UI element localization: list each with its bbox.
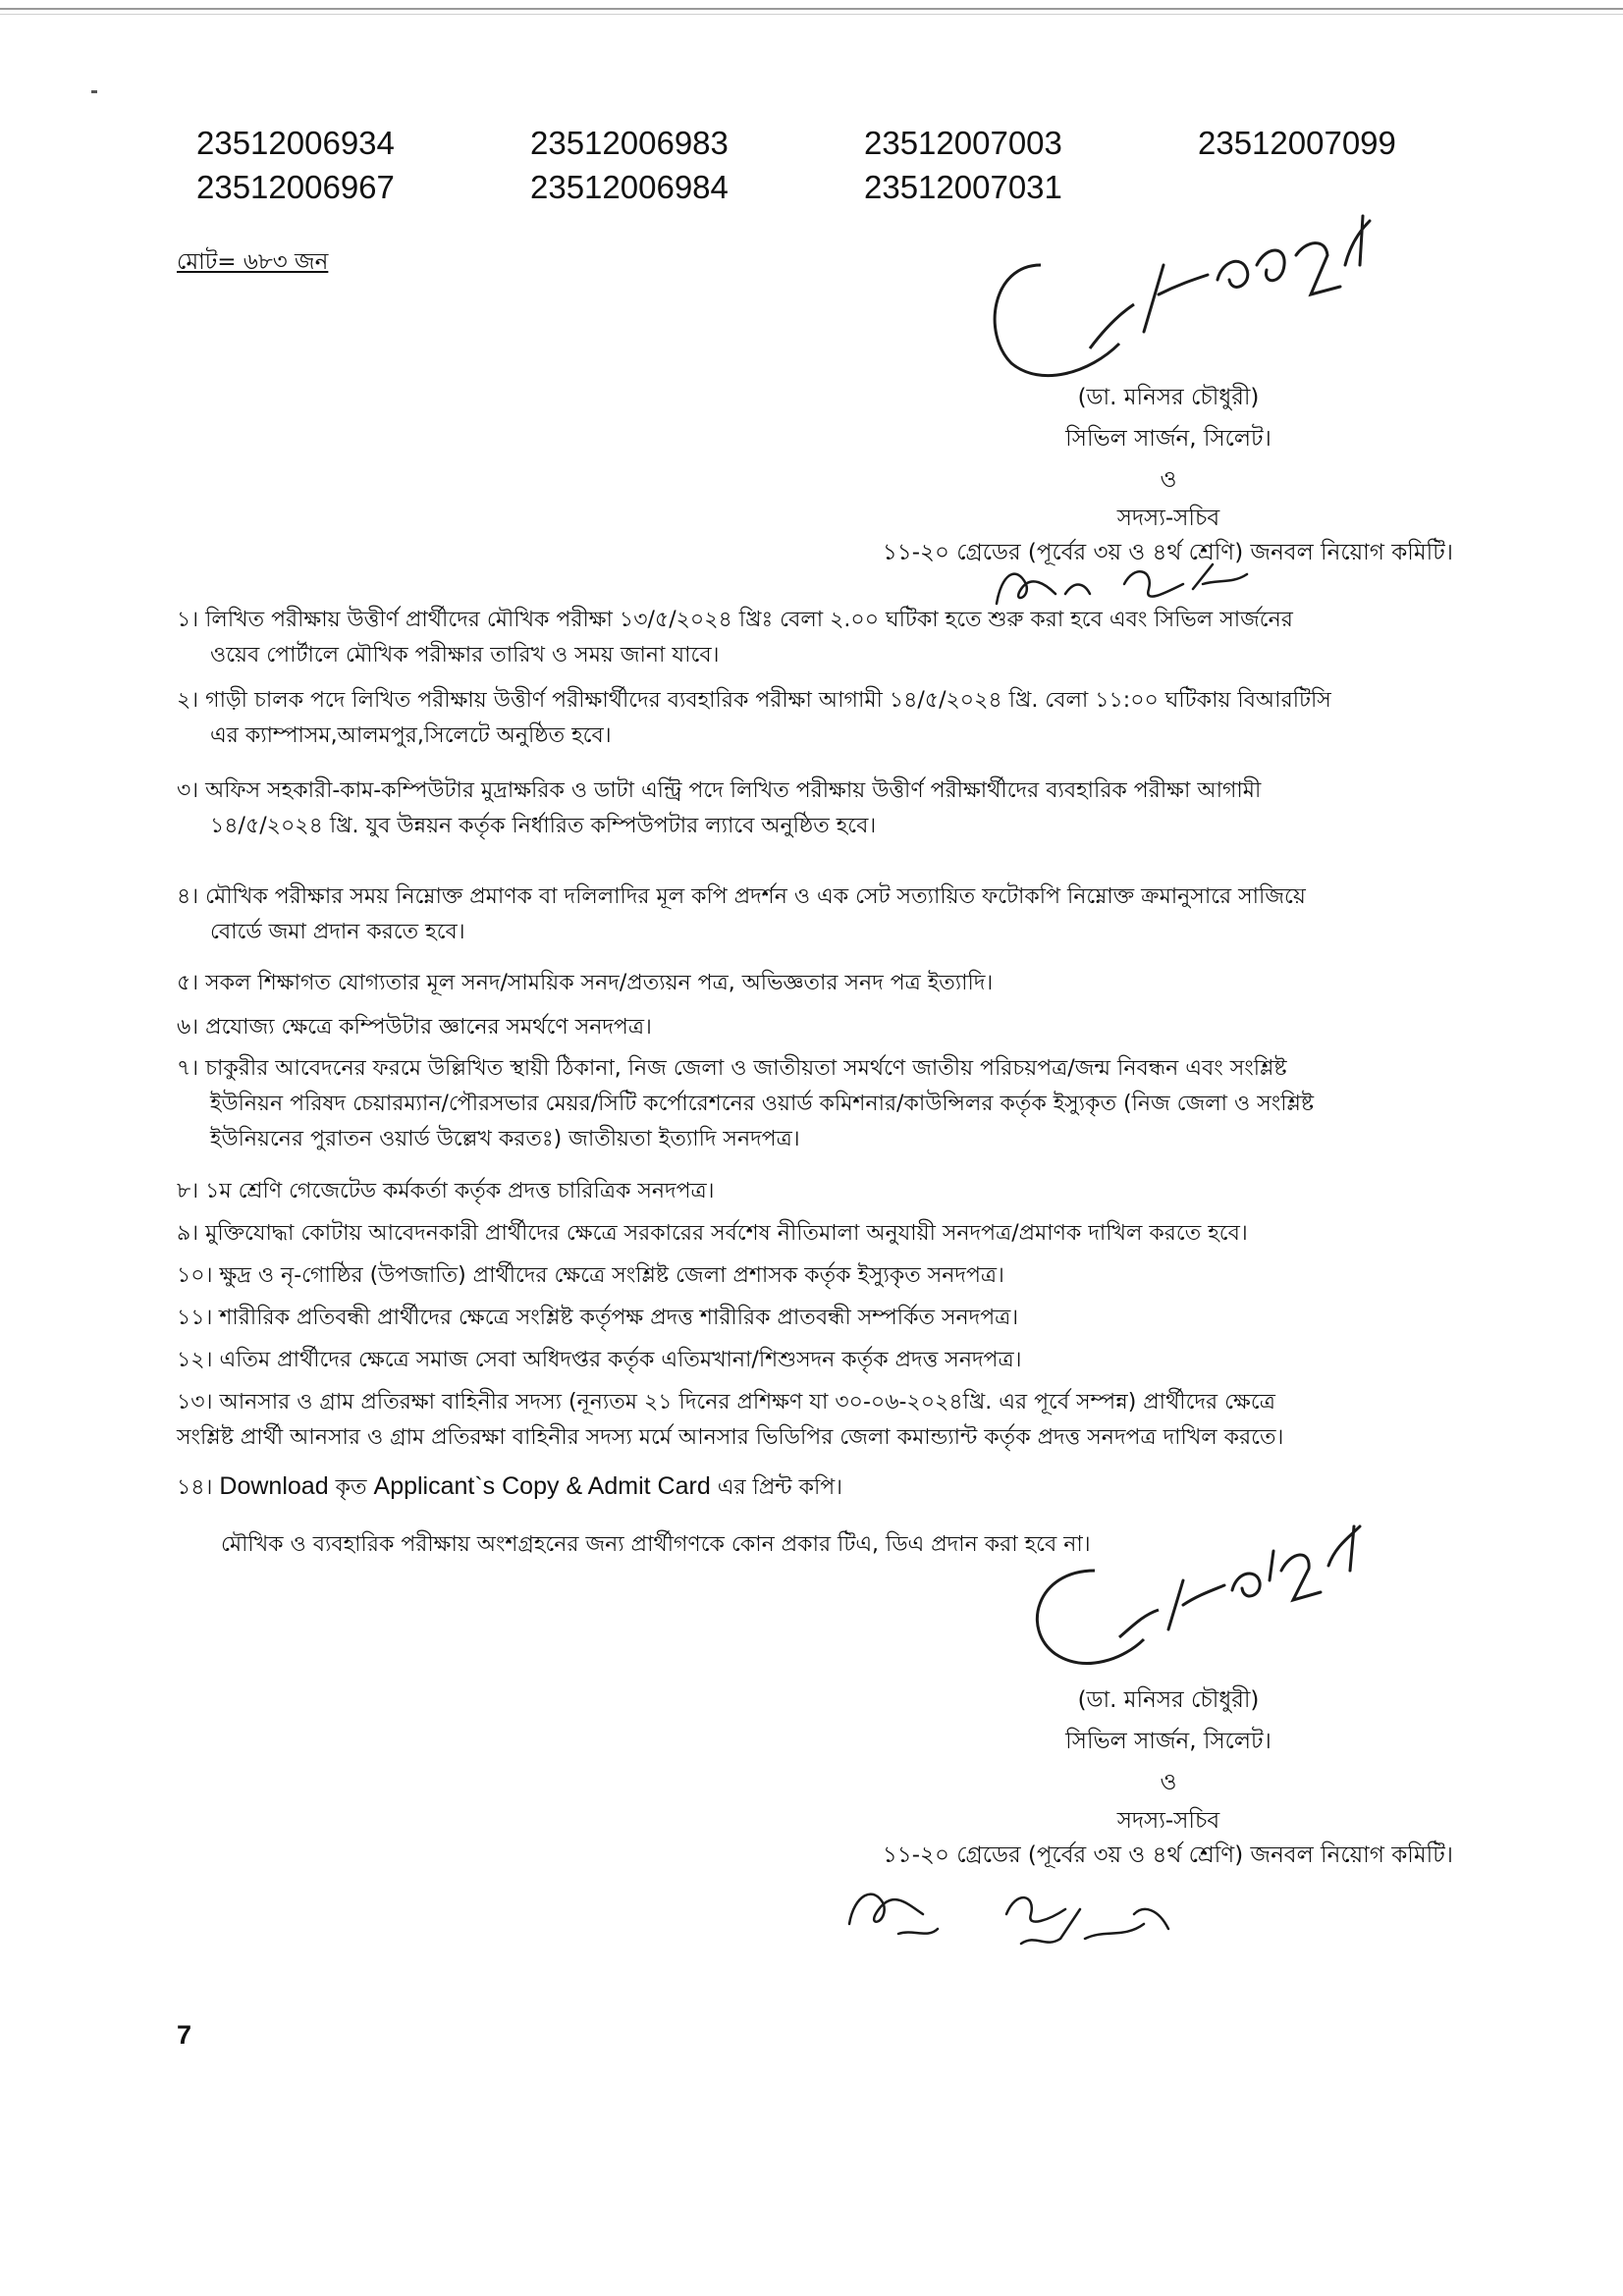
instruction-item-1 [177, 603, 1429, 673]
roll-number: 23512006983 [530, 125, 729, 161]
signatory-title: সিভিল সার্জন, সিলেট। [1065, 426, 1271, 452]
total-count: মোট= ৬৮৩ জন [177, 249, 329, 275]
instruction-line: ইউনিয়নের পুরাতন ওয়ার্ড উল্লেখ করতঃ) জাতীয়তা ইত্যাদি সনদপত্র। [210, 1127, 800, 1151]
signatory-name: (ডা. মনিসর চৌধুরী) [1077, 385, 1260, 410]
instruction-line: ২। গাড়ী চালক পদে লিখিত পরীক্ষায় উত্তীর্ণ পরীক্ষার্থীদের ব্যবহারিক পরীক্ষা আগামী ১৪/৫/২০২৪ খ্রি. বেলা ১১:০০ ঘটিকায় বিআরটিসি [177, 688, 1331, 713]
instruction-item-14 [177, 1468, 1443, 1506]
instruction-line: এর ক্যাম্পাসম,আলমপুর,সিলেটে অনুষ্ঠিত হবে। [210, 723, 612, 748]
signature-block-1 [756, 383, 1453, 579]
instruction-item-3 [177, 774, 1429, 844]
signatory-name: (ডা. মনিসর চৌধুরী) [1077, 1687, 1260, 1713]
instruction-line: সংশ্লিষ্ট প্রার্থী আনসার ও গ্রাম প্রতিরক্ষা বাহিনীর সদস্য মর্মে আনসার ভিডিপির জেলা কমান্ড্যান্ট কর্তৃক প্রদত্ত সনদপত্র দাখিল করতে। [177, 1425, 1284, 1450]
conjunction: ও [1160, 467, 1177, 493]
conjunction: ও [1160, 1770, 1177, 1795]
roll-number: 23512006934 [196, 125, 395, 161]
handwritten-date-1 [0, 0, 1, 1]
item14-suffix: এর প্রিন্ট কপি। [717, 1475, 843, 1500]
initials-text-1 [0, 0, 1, 1]
instruction-line: ৪। মৌখিক পরীক্ষার সময় নিম্নোক্ত প্রমাণক বা দলিলাদির মূল কপি প্রদর্শন ও এক সেট সত্যায়িত ফটোকপি নিম্নোক্ত ক্রমানুসারে সাজিয়ে [177, 884, 1306, 909]
handwritten-initials-2 [839, 1870, 1213, 1958]
scan-speck [91, 90, 97, 93]
instruction-item-11: ১১। শারীরিক প্রতিবন্ধী প্রার্থীদের ক্ষেত্রে সংশ্লিষ্ট কর্তৃপক্ষ প্রদত্ত শারীরিক প্রাতবন্ধী সম্পর্কিত সনদপত্র। [177, 1306, 1019, 1330]
instruction-item-6: ৬। প্রযোজ্য ক্ষেত্রে কম্পিউটার জ্ঞানের সমর্থণে সনদপত্র। [177, 1015, 652, 1040]
signatory-role: সদস্য-সচিব [1116, 1808, 1220, 1834]
roll-number: 23512006984 [530, 169, 729, 205]
handwritten-signature-2 [1016, 1531, 1389, 1698]
signature-block-2 [756, 1685, 1453, 1882]
item14-prefix: ১৪। [177, 1475, 213, 1500]
instruction-item-2 [177, 683, 1429, 754]
scan-top-border-secondary [0, 14, 1623, 15]
initials-text-2 [0, 0, 1, 1]
instruction-item-4 [177, 880, 1429, 950]
roll-number: 23512007003 [864, 125, 1062, 161]
instruction-item-8: ৮। ১ম শ্রেণি গেজেটেড কর্মকর্তা কর্তৃক প্রদত্ত চারিত্রিক সনদপত্র। [177, 1179, 715, 1203]
roll-number: 23512007099 [1198, 125, 1396, 161]
ta-da-notice: মৌখিক ও ব্যবহারিক পরীক্ষায় অংশগ্রহনের জন্য প্রার্থীগণকে কোন প্রকার টিএ, ডিএ প্রদান করা হবে না। [221, 1532, 1091, 1557]
scan-top-border [0, 8, 1623, 10]
committee-name: ১১-২০ গ্রেডের (পূর্বের ৩য় ও ৪র্থ শ্রেণি) জনবল নিয়োগ কমিটি। [882, 540, 1453, 565]
instruction-item-10: ১০। ক্ষুদ্র ও নৃ-গোষ্ঠির (উপজাতি) প্রার্থীদের ক্ষেত্রে সংশ্লিষ্ট জেলা প্রশাসক কর্তৃক ইস্যুকৃত সনদপত্র। [177, 1263, 1004, 1288]
instruction-line: ইউনিয়ন পরিষদ চেয়ারম্যান/পৌরসভার মেয়র/সিটি কর্পোরেশনের ওয়ার্ড কমিশনার/কাউন্সিলর কর্তৃক ইস্যুকৃত (নিজ জেলা ও সংশ্লিষ্ট [210, 1092, 1315, 1116]
handwritten-date-2 [0, 0, 1, 1]
committee-name: ১১-২০ গ্রেডের (পূর্বের ৩য় ও ৪র্থ শ্রেণি) জনবল নিয়োগ কমিটি। [882, 1842, 1453, 1868]
instruction-line: ওয়েব পোর্টালে মৌখিক পরীক্ষার তারিখ ও সময় জানা যাবে। [210, 643, 720, 667]
instruction-item-12: ১২। এতিম প্রার্থীদের ক্ষেত্রে সমাজ সেবা অধিদপ্তর কর্তৃক এতিমখানা/শিশুসদন কর্তৃক প্রদত্ত সনদপত্র। [177, 1348, 1022, 1372]
signatory-role: সদস্য-সচিব [1116, 506, 1220, 531]
roll-number: 23512006967 [196, 169, 395, 205]
instruction-line: ৩। অফিস সহকারী-কাম-কম্পিউটার মুদ্রাক্ষরিক ও ডাটা এন্ট্রি পদে লিখিত পরীক্ষায় উত্তীর্ণ পরীক্ষার্থীদের ব্যবহারিক পরীক্ষা আগামী [177, 778, 1262, 803]
instruction-line: ১৩। আনসার ও গ্রাম প্রতিরক্ষা বাহিনীর সদস্য (নূন্যতম ২১ দিনের প্রশিক্ষণ যা ৩০-০৬-২০২৪খ্রি. এর পূর্বে সম্পন্ন) প্রার্থীদের ক্ষেত্রে [177, 1390, 1275, 1415]
instruction-item-13 [177, 1385, 1429, 1456]
instruction-line: ৭। চাকুরীর আবেদনের ফরমে উল্লিখিত স্থায়ী ঠিকানা, নিজ জেলা ও জাতীয়তা সমর্থণে জাতীয় পরিচয়পত্র/জন্ম নিবন্ধন এবং সংশ্লিষ্ট [177, 1056, 1287, 1081]
roll-number: 23512007031 [864, 169, 1062, 205]
initials-text-4 [0, 0, 1, 1]
item14-documents: Applicant`s Copy & Admit Card [373, 1472, 711, 1500]
initials-text-3 [0, 0, 1, 1]
instruction-line: ১৪/৫/২০২৪ খ্রি. যুব উন্নয়ন কর্তৃক নির্ধারিত কম্পিউপটার ল্যাবে অনুষ্ঠিত হবে। [210, 814, 877, 838]
signatory-title: সিভিল সার্জন, সিলেট। [1065, 1729, 1271, 1754]
instruction-item-9: ৯। মুক্তিযোদ্ধা কোটায় আবেদনকারী প্রার্থীদের ক্ষেত্রে সরকারের সর্বশেষ নীতিমালা অনুযায়ী সনদপত্র/প্রমাণক দাখিল করতে হবে। [177, 1221, 1248, 1246]
instruction-line: ১। লিখিত পরীক্ষায় উত্তীর্ণ প্রার্থীদের মৌখিক পরীক্ষা ১৩/৫/২০২৪ খ্রিঃ বেলা ২.০০ ঘটিকা হতে শুরু করা হবে এবং সিভিল সার্জনের [177, 608, 1293, 632]
page-number: 7 [177, 2020, 192, 2050]
instruction-line: বোর্ডে জমা প্রদান করতে হবে। [210, 920, 465, 944]
instruction-item-7 [177, 1051, 1429, 1157]
item14-mid: কৃত [335, 1475, 367, 1500]
instruction-item-5: ৫। সকল শিক্ষাগত যোগ্যতার মূল সনদ/সাময়িক সনদ/প্রত্যয়ন পত্র, অভিজ্ঞতার সনদ পত্র ইত্যাদি। [177, 971, 994, 995]
item14-download: Download [219, 1472, 329, 1500]
